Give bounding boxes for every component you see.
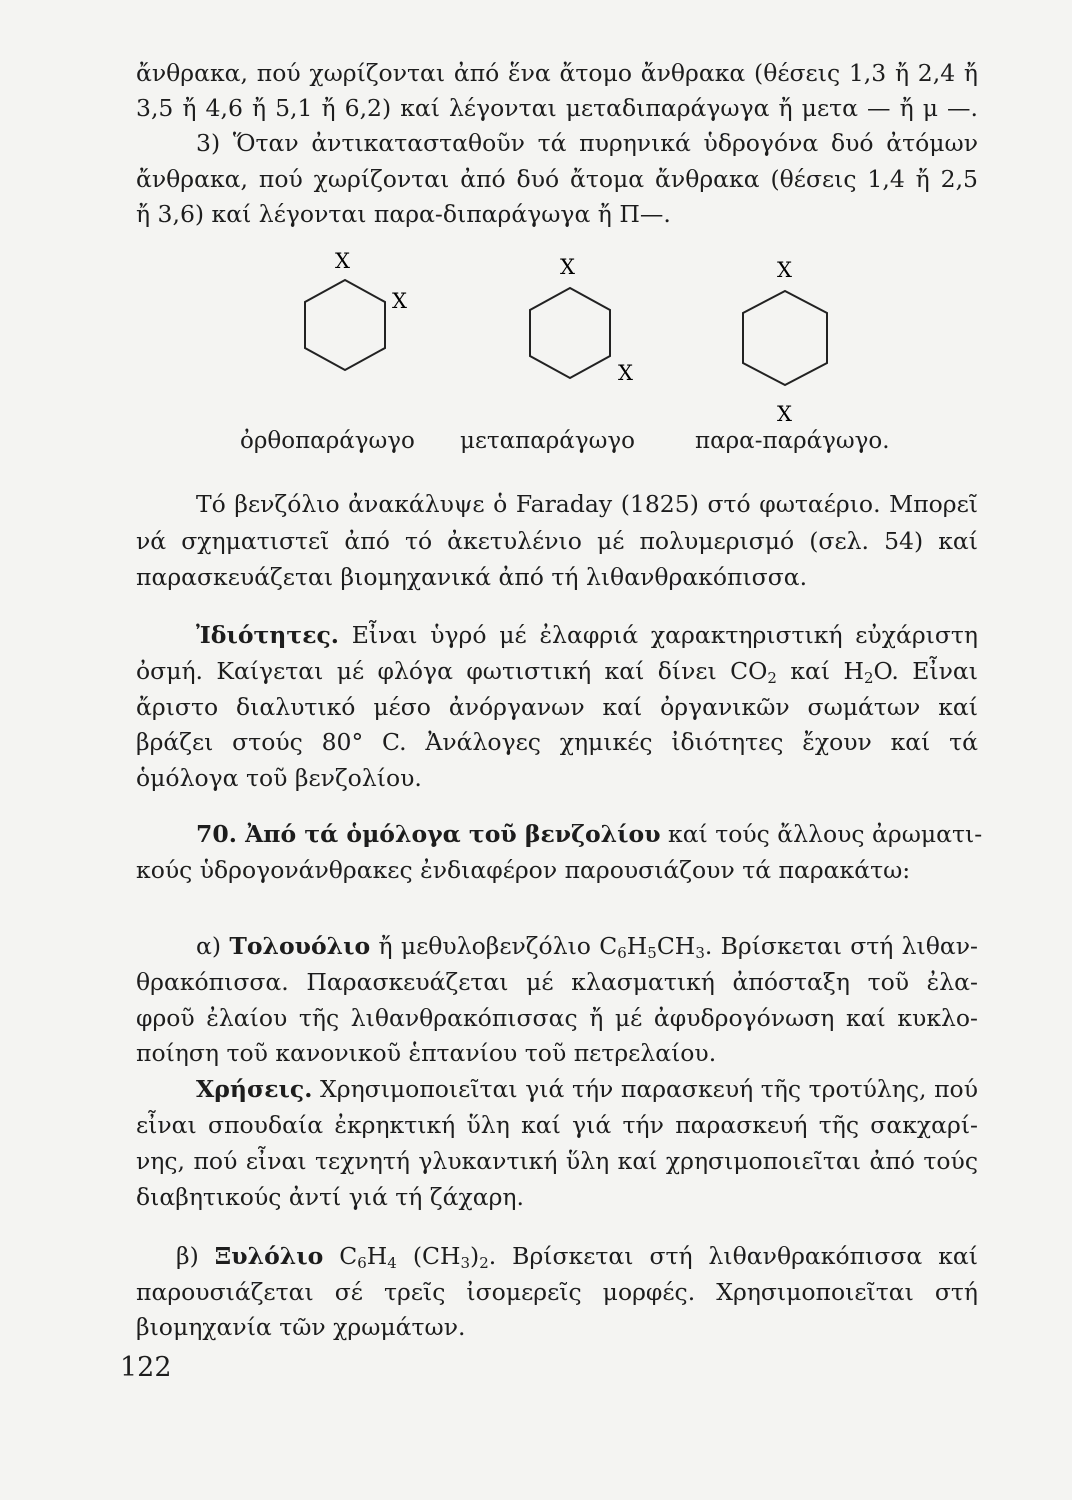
xylene-heading: Ξυλόλιο [214, 1242, 324, 1270]
text-line: ὁμόλογα τοῦ βενζολίου. [136, 764, 422, 792]
ortho-label: ὀρθοπαράγωγο [240, 428, 415, 454]
section-70-heading: 70. Ἀπό τά ὁμόλογα τοῦ βενζολίου [196, 820, 661, 848]
toluene-heading: Τολουόλιο [229, 932, 371, 960]
substituent-x-label: X [618, 361, 633, 385]
text-line [136, 657, 978, 687]
text-line [136, 1075, 978, 1103]
text-line: διαβητικούς ἀντί γιά τή ζάχαρη. [136, 1183, 524, 1211]
text-span: O. Εἶναι [873, 657, 978, 685]
text-span: Χρησιμοποιεῖται γιά τήν παρασκευή τῆς τροτύλης, πού [320, 1075, 978, 1103]
uses-heading: Χρήσεις. [196, 1075, 313, 1103]
text-line: εἶναι σπουδαία ἐκρηκτική ὕλη καί γιά τήν παρασκευή τῆς σακχαρί- [136, 1111, 978, 1139]
text-line: φροῦ ἐλαίου τῆς λιθανθρακόπισσας ἤ μέ ἀφυδρογόνωση καί κυκλο- [136, 1004, 978, 1032]
subscript: 3 [460, 1254, 471, 1272]
subscript: 2 [767, 669, 777, 687]
text-line: 3,5 ἤ 4,6 ἤ 5,1 ἤ 6,2) καί λέγονται μεταδιπαράγωγα ἤ μετα — ἤ μ —. [136, 94, 978, 122]
text-span: καί τούς ἄλλους ἀρωματι- [668, 820, 983, 848]
text-span: CH [656, 932, 696, 960]
text-span: . Βρίσκεται στή λιθαν- [704, 932, 978, 960]
substituent-x-label: X [777, 258, 792, 282]
text-span: . Βρίσκεται στή λιθανθρακόπισσα καί [488, 1242, 978, 1270]
page-number: 122 [120, 1352, 172, 1383]
text-line: νά σχηματιστεῖ ἀπό τό ἀκετυλένιο μέ πολυμερισμό (σελ. 54) καί [136, 527, 978, 555]
subscript: 6 [617, 944, 627, 962]
para-label: παρα-παράγωγο. [695, 428, 890, 454]
text-span: H [366, 1242, 388, 1270]
text-span: H [626, 932, 648, 960]
item-prefix: α) [196, 932, 222, 960]
text-span: Εἶναι ὑγρό μέ ἐλαφριά χαρακτηριστική εὐχάριστη [351, 621, 978, 649]
text-span: ὀσμή. Καίγεται μέ φλόγα φωτιστική καί δίνει CO [136, 657, 768, 685]
text-line: Τό βενζόλιο ἀνακάλυψε ὁ Faraday (1825) στό φωταέριο. Μπορεῖ [196, 490, 978, 518]
meta-structure [510, 250, 660, 390]
substituent-x-label: X [335, 249, 350, 273]
text-line: θρακόπισσα. Παρασκευάζεται μέ κλασματική ἀπόσταξη τοῦ ἐλα- [136, 968, 978, 996]
subscript: 3 [695, 944, 705, 962]
subscript: 2 [863, 669, 874, 687]
text-line: βιομηχανία τῶν χρωμάτων. [136, 1313, 466, 1341]
text-span: ἤ μεθυλοβενζόλιο C [378, 932, 618, 960]
text-line: βράζει στούς 80° C. Ἀνάλογες χημικές ἰδιότητες ἔχουν καί τά [136, 728, 978, 756]
text-line [176, 1242, 978, 1272]
text-line: ἄνθρακα, πού χωρίζονται ἀπό δυό ἄτομα ἄνθρακα (θέσεις 1,4 ἤ 2,5 [136, 165, 978, 193]
text-line: 3) Ὅταν ἀντικατασταθοῦν τά πυρηνικά ὑδρογόνα δυό ἀτόμων [196, 129, 978, 157]
text-span: (CH [412, 1242, 461, 1270]
text-line: κούς ὑδρογονάνθρακες ἐνδιαφέρον παρουσιάζουν τά παρακάτω: [136, 856, 911, 884]
text-line [136, 621, 978, 649]
text-span: C [339, 1242, 358, 1270]
text-line: ἄνθρακα, πού χωρίζονται ἀπό ἕνα ἄτομο ἄνθρακα (θέσεις 1,3 ἤ 2,4 ἤ [136, 59, 978, 87]
text-line: παρουσιάζεται σέ τρεῖς ἰσομερεῖς μορφές. Χρησιμοποιεῖται στή [136, 1278, 978, 1306]
subscript: 4 [387, 1254, 397, 1272]
text-line: νης, πού εἶναι τεχνητή γλυκαντική ὕλη καί χρησιμοποιεῖται ἀπό τούς [136, 1147, 978, 1175]
text-line: παρασκευάζεται βιομηχανικά ἀπό τή λιθανθρακόπισσα. [136, 563, 808, 591]
text-line [136, 820, 983, 848]
text-line: ἄριστο διαλυτικό μέσο ἀνόργανων καί ὀργανικῶν σωμάτων καί [136, 693, 978, 721]
text-line: ἤ 3,6) καί λέγονται παρα-διπαράγωγα ἤ Π—. [136, 200, 671, 228]
text-span: καί H [790, 657, 864, 685]
substituent-x-label: X [777, 402, 792, 425]
para-structure [730, 255, 850, 425]
text-span: ) [470, 1242, 480, 1270]
subscript: 5 [647, 944, 657, 962]
text-line: ποίηση τοῦ κανονικοῦ ἑπτανίου τοῦ πετρελαίου. [136, 1039, 717, 1067]
ortho-structure [280, 240, 420, 390]
subscript: 2 [479, 1254, 489, 1272]
item-prefix: β) [176, 1242, 199, 1270]
substituent-x-label: X [560, 255, 575, 279]
subscript: 6 [357, 1254, 367, 1272]
substituent-x-label: X [392, 289, 407, 313]
meta-label: μεταπαράγωγο [460, 428, 635, 454]
text-line [196, 932, 978, 962]
properties-heading: Ἰδιότητες. [196, 621, 339, 649]
